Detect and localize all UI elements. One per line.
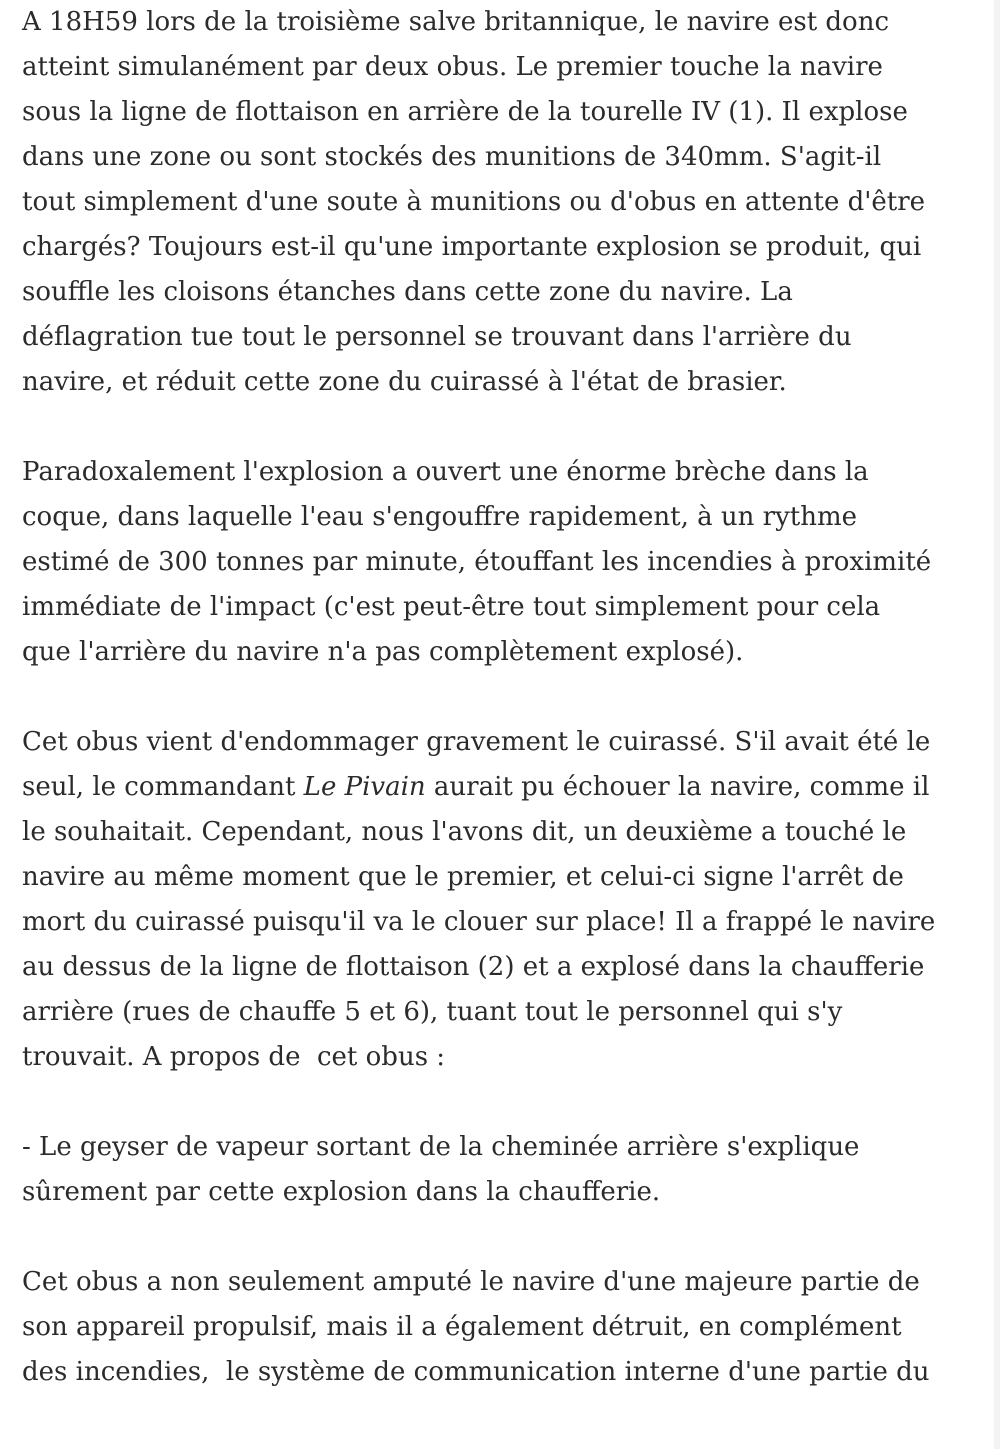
text-line: sous la ligne de flottaison en arrière de la tourelle IV (1). Il explose (22, 97, 908, 127)
text-line: navire, et réduit cette zone du cuirassé à l'état de brasier. (22, 367, 787, 397)
text-line: dans une zone ou sont stockés des munitions de 340mm. S'agit-il (22, 142, 882, 172)
text-line: - Le geyser de vapeur sortant de la cheminée arrière s'explique (22, 1132, 860, 1162)
text-line: son appareil propulsif, mais il a également détruit, en complément (22, 1312, 902, 1342)
text-line: A 18H59 lors de la troisième salve britannique, le navire est donc (22, 7, 890, 37)
commander-name: Le Pivain (303, 772, 426, 802)
paragraph-5 (22, 1260, 997, 1395)
text-line: déflagration tue tout le personnel se trouvant dans l'arrière du (22, 322, 852, 352)
text-line: le souhaitait. Cependant, nous l'avons dit, un deuxième a touché le (22, 817, 907, 847)
text-line: des incendies, le système de communication interne d'une partie du (22, 1357, 930, 1387)
article-body (22, 0, 997, 1395)
text-line: au dessus de la ligne de flottaison (2) et a explosé dans la chaufferie (22, 952, 925, 982)
text-line: coque, dans laquelle l'eau s'engouffre rapidement, à un rythme (22, 502, 858, 532)
paragraph-spacer (22, 405, 997, 450)
scrollbar-track[interactable] (994, 0, 1000, 1449)
paragraph-2 (22, 450, 997, 675)
text-line: trouvait. A propos de cet obus : (22, 1042, 446, 1072)
text-line: Cet obus vient d'endommager gravement le cuirassé. S'il avait été le (22, 727, 931, 757)
text-line: immédiate de l'impact (c'est peut-être tout simplement pour cela (22, 592, 881, 622)
paragraph-4 (22, 1125, 997, 1215)
text-line: estimé de 300 tonnes par minute, étouffant les incendies à proximité (22, 547, 932, 577)
text-segment: seul, le commandant (22, 772, 304, 802)
text-line (22, 765, 997, 810)
text-line: navire au même moment que le premier, et celui-ci signe l'arrêt de (22, 862, 904, 892)
text-line: mort du cuirassé puisqu'il va le clouer sur place! Il a frappé le navire (22, 907, 936, 937)
paragraph-spacer (22, 1080, 997, 1125)
text-line: tout simplement d'une soute à munitions ou d'obus en attente d'être (22, 187, 926, 217)
paragraph-spacer (22, 1215, 997, 1260)
text-line: que l'arrière du navire n'a pas complètement explosé). (22, 637, 744, 667)
text-line: chargés? Toujours est-il qu'une importante explosion se produit, qui (22, 232, 922, 262)
text-line: sûrement par cette explosion dans la chaufferie. (22, 1177, 661, 1207)
text-line: Cet obus a non seulement amputé le navire d'une majeure partie de (22, 1267, 920, 1297)
text-segment: aurait pu échouer la navire, comme il (425, 772, 930, 802)
paragraph-3 (22, 720, 997, 1080)
paragraph-spacer (22, 675, 997, 720)
text-line: arrière (rues de chauffe 5 et 6), tuant tout le personnel qui s'y (22, 997, 843, 1027)
text-line: atteint simulanément par deux obus. Le premier touche la navire (22, 52, 883, 82)
text-line: Paradoxalement l'explosion a ouvert une énorme brèche dans la (22, 457, 869, 487)
paragraph-1 (22, 0, 997, 405)
text-line: souffle les cloisons étanches dans cette zone du navire. La (22, 277, 793, 307)
